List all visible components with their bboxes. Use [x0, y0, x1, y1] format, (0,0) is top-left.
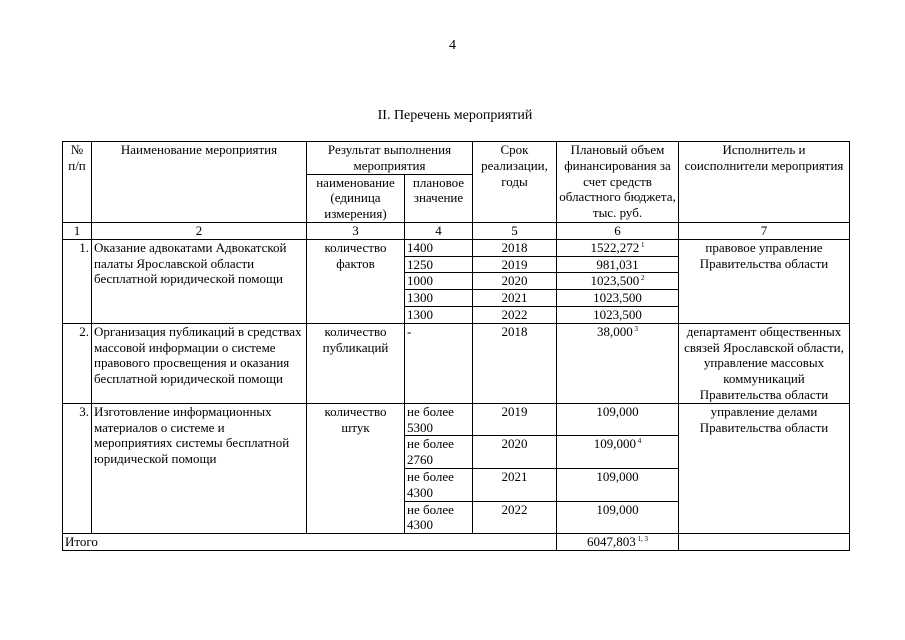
planned-value: 1000 [405, 273, 473, 290]
activity-executor: департамент общественных связей Ярославской области, управление массовых коммуникаций Правительства области [679, 323, 850, 403]
activity-number: 3. [63, 403, 92, 533]
planned-value: 1400 [405, 239, 473, 256]
header-finance: Плановый объем финансирования за счет средств областного бюджета, тыс. руб. [557, 142, 679, 223]
column-number: 3 [307, 222, 405, 239]
activity-number: 2. [63, 323, 92, 403]
header-term: Срок реализации, годы [473, 142, 557, 223]
planned-value: не более 4300 [405, 468, 473, 501]
header-result-name: наименование (единица измерения) [307, 174, 405, 222]
column-number: 2 [92, 222, 307, 239]
finance-amount [557, 273, 679, 290]
year: 2022 [473, 306, 557, 323]
finance-amount [557, 239, 679, 256]
amount-value: 109,000 [596, 403, 639, 419]
table-row [63, 239, 850, 256]
column-number: 5 [473, 222, 557, 239]
header-name: Наименование мероприятия [92, 142, 307, 223]
planned-value: не более 5300 [405, 403, 473, 436]
year: 2021 [473, 468, 557, 501]
year: 2018 [473, 239, 557, 256]
activity-name: Оказание адвокатами Адвокатской палаты Ярославской области бесплатной юридической помощи [92, 239, 307, 323]
planned-value: не более 4300 [405, 501, 473, 534]
column-number: 4 [405, 222, 473, 239]
column-number: 6 [557, 222, 679, 239]
planned-value: не более 2760 [405, 436, 473, 469]
year: 2020 [473, 436, 557, 469]
activities-table [62, 141, 850, 551]
planned-value: 1250 [405, 256, 473, 273]
planned-value: 1300 [405, 306, 473, 323]
amount-value: 1023,500 [593, 290, 642, 306]
column-number: 7 [679, 222, 850, 239]
footnote-mark: 1 [639, 240, 645, 249]
amount-value: 1522,272 [590, 239, 640, 255]
total-label: Итого [63, 534, 557, 551]
header-executor: Исполнитель и соисполнители мероприятия [679, 142, 850, 223]
finance-amount [557, 323, 679, 403]
page-number: 4 [449, 38, 456, 53]
finance-amount [557, 290, 679, 307]
amount-value: 38,000 [597, 323, 633, 339]
total-row [63, 534, 850, 551]
amount-value: 6047,803 [587, 534, 636, 550]
year: 2020 [473, 273, 557, 290]
activity-executor: правовое управление Правительства области [679, 239, 850, 323]
year: 2019 [473, 403, 557, 436]
total-amount [557, 534, 679, 551]
finance-amount [557, 468, 679, 501]
activity-name: Организация публикаций в средствах массовой информации о системе правового просвещения и оказания бесплатной юридической помощи [92, 323, 307, 403]
table-row [63, 323, 850, 403]
footnote-mark: 2 [639, 274, 645, 283]
footnote-mark: 1, 3 [635, 535, 648, 544]
finance-amount [557, 306, 679, 323]
footnote-mark: 3 [632, 324, 638, 333]
amount-value: 1023,500 [590, 273, 640, 289]
planned-value: 1300 [405, 290, 473, 307]
column-numbers-row [63, 222, 850, 239]
table-row [63, 403, 850, 436]
section-title: II. Перечень мероприятий [377, 108, 533, 123]
amount-value: 981,031 [596, 256, 639, 272]
activity-unit: количество публикаций [307, 323, 405, 403]
column-number: 1 [63, 222, 92, 239]
activity-number: 1. [63, 239, 92, 323]
year: 2018 [473, 323, 557, 403]
year: 2019 [473, 256, 557, 273]
header-result-value: плановое значение [405, 174, 473, 222]
amount-value: 109,000 [596, 468, 639, 484]
planned-value: - [405, 323, 473, 403]
header-result: Результат выполнения мероприятия [307, 142, 473, 175]
year: 2022 [473, 501, 557, 534]
amount-value: 109,000 [593, 436, 636, 452]
year: 2021 [473, 290, 557, 307]
activity-executor: управление делами Правительства области [679, 403, 850, 533]
finance-amount [557, 403, 679, 436]
amount-value: 1023,500 [593, 306, 642, 322]
total-executor-empty [679, 534, 850, 551]
footnote-mark: 4 [636, 437, 642, 446]
finance-amount [557, 436, 679, 469]
amount-value: 109,000 [596, 501, 639, 517]
finance-amount [557, 256, 679, 273]
activity-name: Изготовление информационных материалов о системе и мероприятиях системы бесплатной юридической помощи [92, 403, 307, 533]
activity-unit: количество штук [307, 403, 405, 533]
header-num: № п/п [63, 142, 92, 223]
activity-unit: количество фактов [307, 239, 405, 323]
finance-amount [557, 501, 679, 534]
